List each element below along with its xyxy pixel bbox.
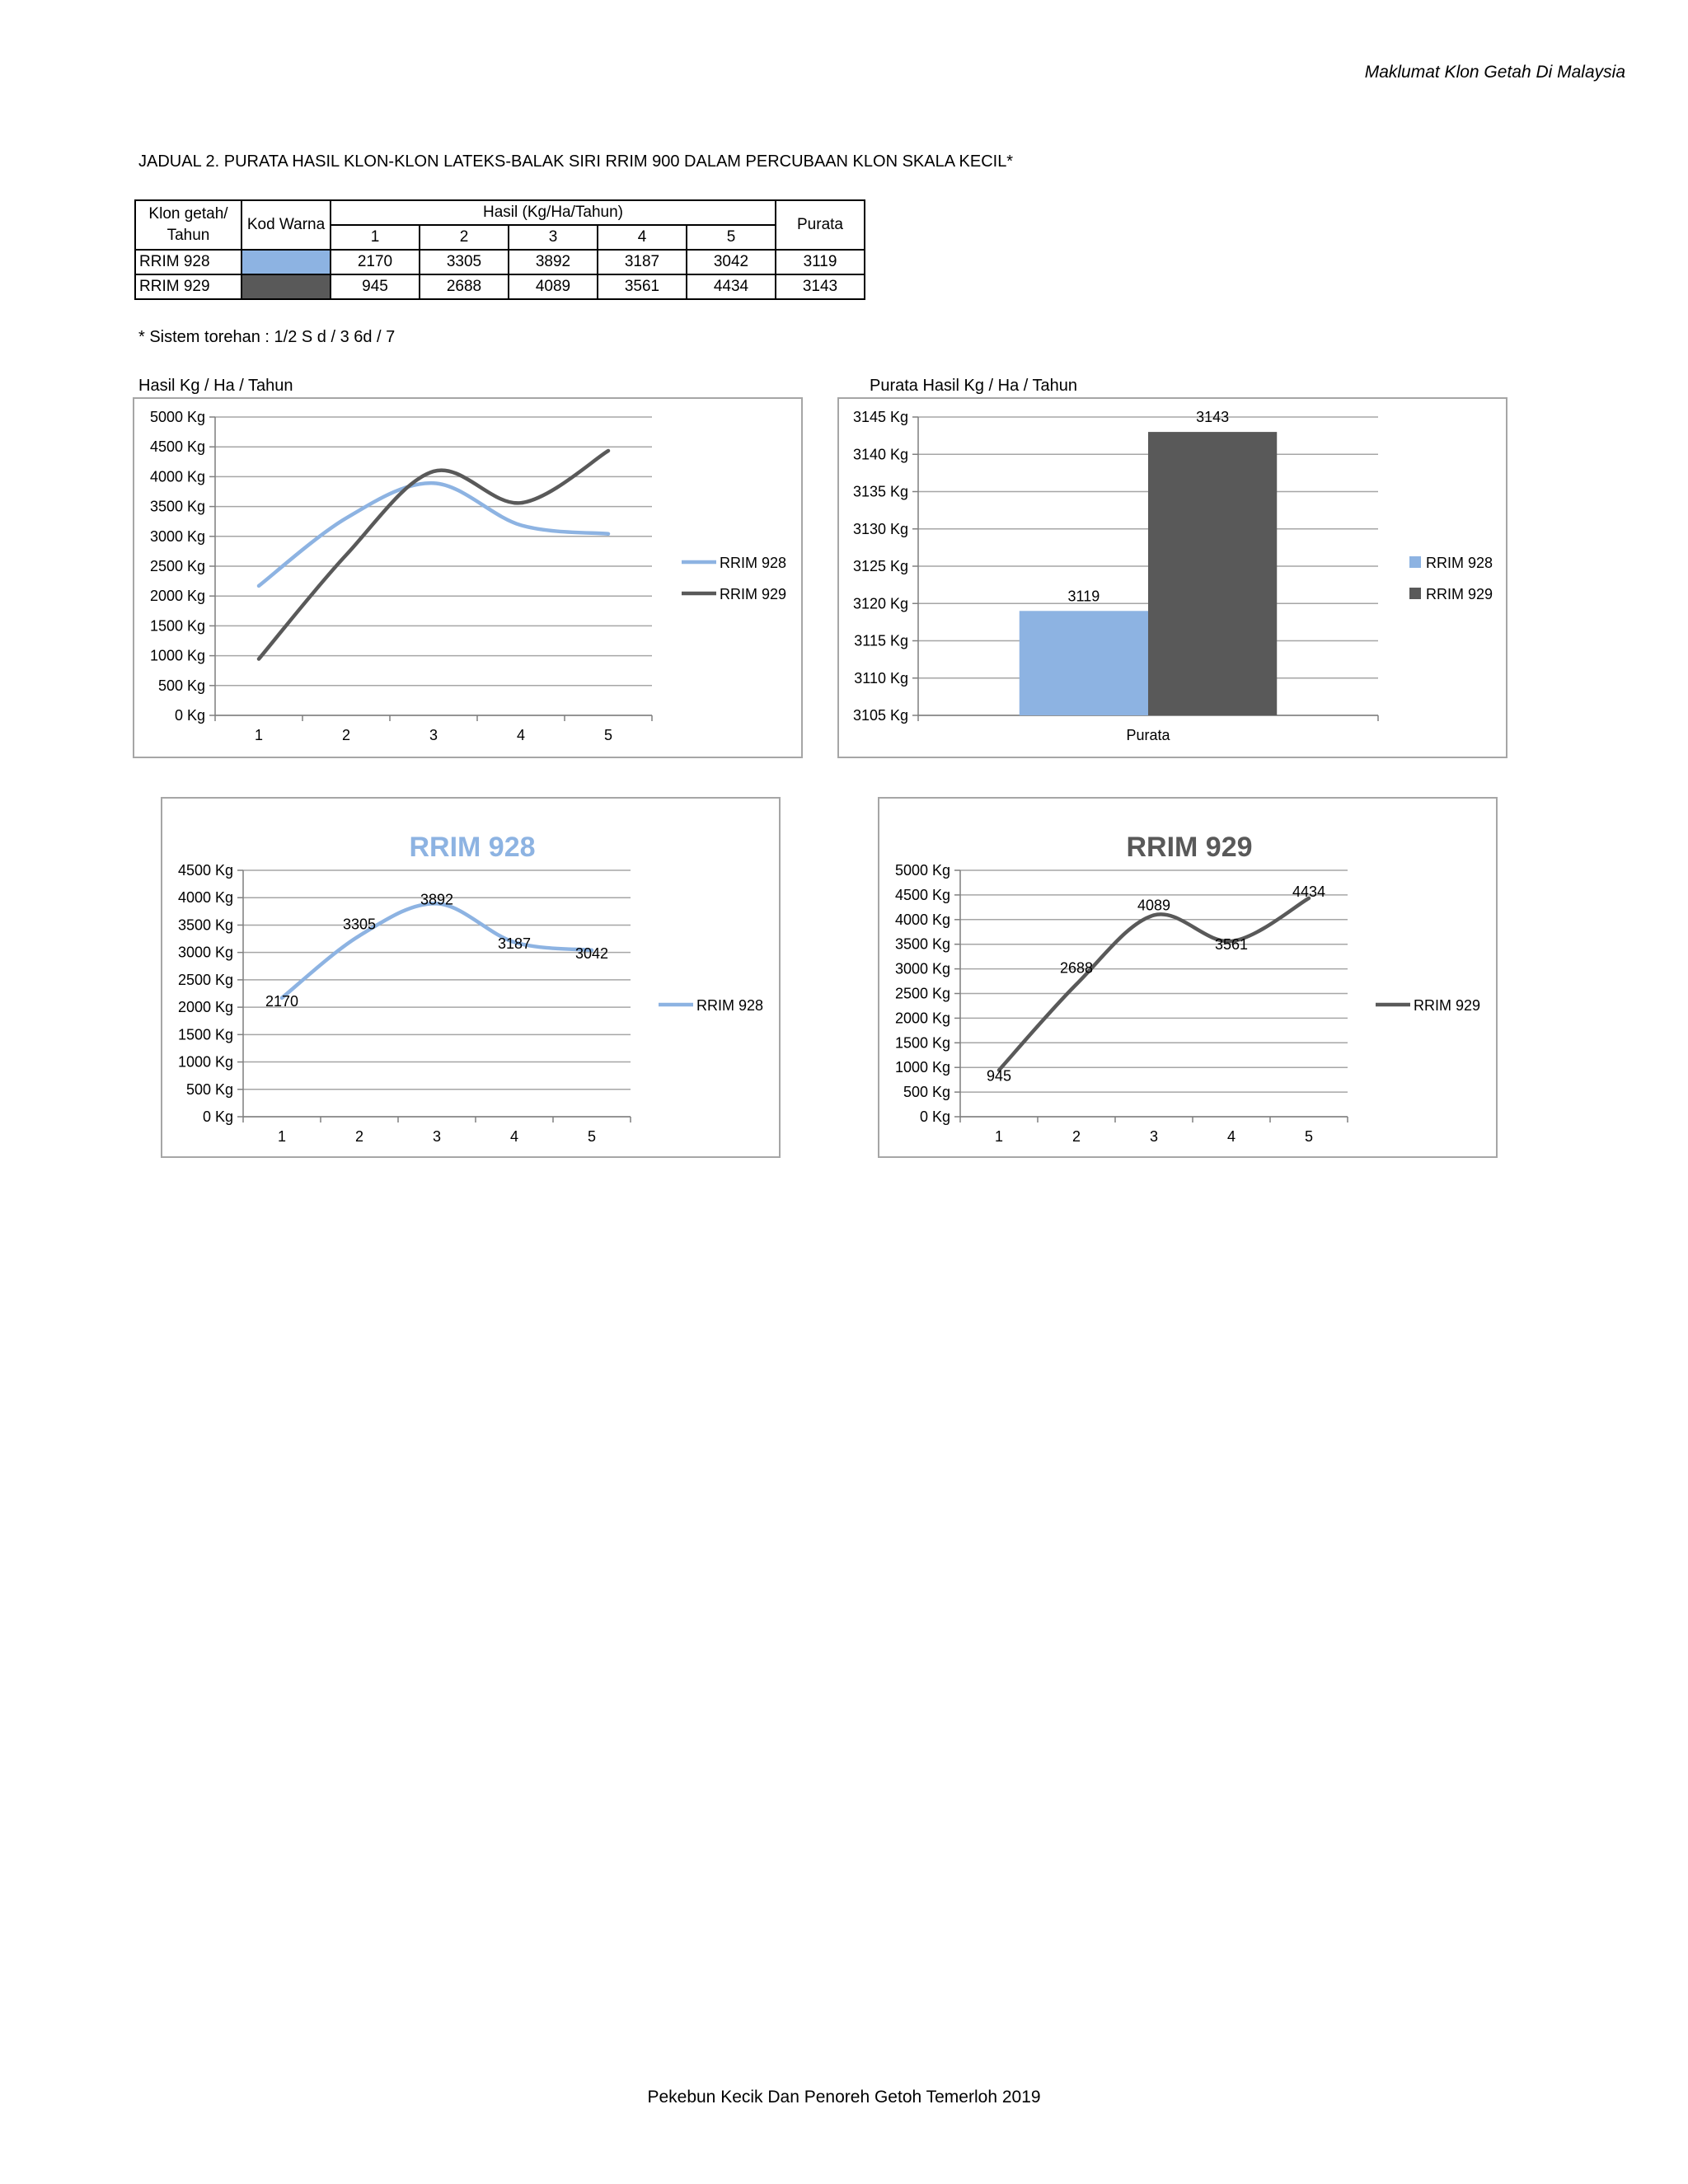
chart-yield-both-svg [134,399,801,757]
x-tick-label: 1 [254,727,264,743]
x-tick-label: 1 [277,1128,287,1145]
header-year: 5 [687,225,776,250]
legend-label: RRIM 929 [1426,586,1493,602]
legend-label: RRIM 929 [1414,997,1481,1014]
y-tick-label: 4000 Kg [149,468,205,485]
y-tick-label: 2000 Kg [149,588,205,605]
average-value: 3119 [776,250,865,274]
yield-value: 4434 [687,274,776,299]
y-tick-label: 3000 Kg [894,960,950,977]
chart-yield-both [133,397,803,758]
header-year: 3 [509,225,598,250]
bar-rrim-929 [1148,432,1277,715]
x-tick-label: 2 [354,1128,364,1145]
yield-value: 2688 [420,274,509,299]
y-tick-label: 3130 Kg [852,520,908,537]
y-tick-label: 3500 Kg [149,498,205,515]
x-tick-label: 2 [1071,1128,1081,1145]
series-line-rrim-929 [999,898,1309,1071]
series-line-rrim-928 [259,483,608,586]
page-header-note: Maklumat Klon Getah Di Malaysia [1364,63,1625,82]
header-year: 1 [331,225,420,250]
x-tick-label: 4 [509,1128,519,1145]
clone-name: RRIM 929 [135,274,241,299]
data-label: 3305 [342,916,377,933]
x-tick-label: 4 [1226,1128,1236,1145]
y-tick-label: 2500 Kg [894,985,950,1002]
chart-rrim-929-svg [879,799,1496,1156]
y-tick-label: 0 Kg [202,1108,233,1125]
yield-value: 2170 [331,250,420,274]
header-yield: Hasil (Kg/Ha/Tahun) [331,200,776,225]
data-label: 945 [986,1067,1012,1085]
table-title: JADUAL 2. PURATA HASIL KLON-KLON LATEKS-BALAK SIRI RRIM 900 DALAM PERCUBAAN KLON SKALA KECIL* [138,152,1014,171]
y-tick-label: 1500 Kg [894,1034,950,1052]
data-label: 3143 [1196,409,1230,426]
y-tick-label: 1000 Kg [894,1059,950,1076]
y-tick-label: 3110 Kg [854,669,908,687]
x-tick-label: 3 [429,727,438,743]
y-tick-label: 4500 Kg [894,886,950,903]
chart-rrim-929 [878,797,1498,1158]
y-tick-label: 3500 Kg [894,935,950,953]
yield-value: 3042 [687,250,776,274]
x-tick-label: Purata [1126,727,1170,743]
header-color-code: Kod Warna [241,200,331,250]
x-tick-label: 3 [432,1128,442,1145]
y-tick-label: 1500 Kg [177,1026,233,1043]
yield-value: 4089 [509,274,598,299]
chart-rrim-928 [161,797,781,1158]
y-tick-label: 3000 Kg [177,944,233,961]
data-label: 2688 [1059,959,1094,977]
y-tick-label: 0 Kg [919,1108,950,1125]
y-tick-label: 3115 Kg [854,632,908,649]
yield-value: 3305 [420,250,509,274]
y-tick-label: 1000 Kg [177,1053,233,1071]
chart-title: Hasil Kg / Ha / Tahun [138,377,293,395]
header-year: 4 [598,225,687,250]
data-label: 3119 [1067,588,1100,605]
y-tick-label: 1500 Kg [149,617,205,635]
chart-title: Purata Hasil Kg / Ha / Tahun [870,377,1077,395]
x-tick-label: 2 [341,727,351,743]
x-tick-label: 1 [994,1128,1004,1145]
y-tick-label: 4000 Kg [894,911,950,928]
yield-value: 3892 [509,250,598,274]
y-tick-label: 3135 Kg [852,483,908,500]
legend-label: RRIM 928 [696,997,764,1014]
y-tick-label: 3500 Kg [177,916,233,934]
y-tick-label: 4500 Kg [177,862,233,879]
data-label: 3042 [574,944,609,962]
x-tick-label: 4 [516,727,526,743]
bar-rrim-928 [1020,611,1148,715]
y-tick-label: 1000 Kg [149,647,205,664]
y-tick-label: 2000 Kg [894,1010,950,1027]
legend-swatch [1409,556,1421,568]
chart-rrim-928-svg [162,799,779,1156]
data-label: 2170 [265,992,299,1010]
legend-label: RRIM 928 [1426,555,1493,571]
y-tick-label: 3145 Kg [852,409,908,425]
clone-name: RRIM 928 [135,250,241,274]
y-tick-label: 5000 Kg [894,862,950,879]
data-label: 3892 [420,891,454,908]
color-swatch [241,274,331,299]
header-year: 2 [420,225,509,250]
data-label: 4434 [1292,883,1326,900]
table-row [135,250,865,274]
chart-average [837,397,1507,758]
y-tick-label: 4500 Kg [149,438,205,456]
y-tick-label: 4000 Kg [177,889,233,907]
data-label: 4089 [1137,897,1171,914]
tapping-system-note: * Sistem torehan : 1/2 S d / 3 6d / 7 [138,328,396,346]
table-row [135,274,865,299]
y-tick-label: 2500 Kg [149,558,205,574]
y-tick-label: 3120 Kg [852,595,908,612]
page-footer: Pekebun Kecik Dan Penoreh Getoh Temerloh 2019 [647,2088,1041,2107]
x-tick-label: 5 [587,1128,597,1145]
header-average: Purata [776,200,865,250]
chart-title: RRIM 929 [1126,832,1253,863]
y-tick-label: 500 Kg [903,1084,950,1101]
yield-table [134,199,865,300]
y-tick-label: 2500 Kg [177,971,233,988]
y-tick-label: 3125 Kg [852,558,908,574]
data-label: 3561 [1214,936,1249,954]
chart-title: RRIM 928 [409,832,536,863]
x-tick-label: 3 [1149,1128,1159,1145]
y-tick-label: 5000 Kg [149,409,205,425]
average-value: 3143 [776,274,865,299]
y-tick-label: 0 Kg [174,707,205,724]
data-label: 3187 [497,935,532,953]
legend-label: RRIM 929 [720,586,787,602]
y-tick-label: 500 Kg [185,1080,233,1098]
y-tick-label: 3105 Kg [852,707,908,724]
y-tick-label: 3000 Kg [149,527,205,545]
x-tick-label: 5 [603,727,613,743]
color-swatch [241,250,331,274]
legend-swatch [1409,588,1421,599]
yield-value: 3187 [598,250,687,274]
yield-value: 3561 [598,274,687,299]
chart-average-svg [839,399,1506,757]
yield-value: 945 [331,274,420,299]
header-clone: Klon getah/ Tahun [135,200,241,250]
y-tick-label: 2000 Kg [177,999,233,1016]
legend-label: RRIM 928 [720,555,787,571]
x-tick-label: 5 [1304,1128,1314,1145]
y-tick-label: 3140 Kg [852,446,908,463]
y-tick-label: 500 Kg [157,677,205,694]
series-line-rrim-928 [282,903,592,997]
